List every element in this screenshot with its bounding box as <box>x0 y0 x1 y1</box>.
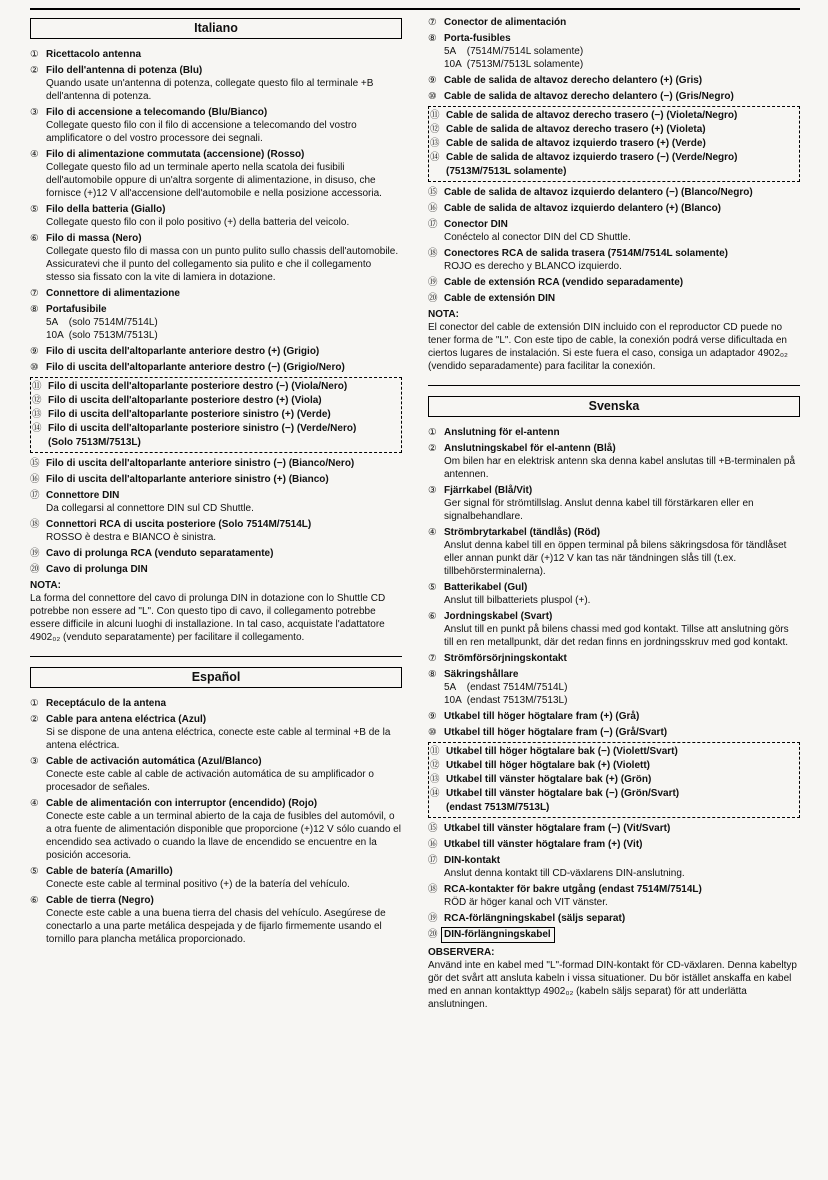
item-number-icon: ⑳ <box>30 564 40 575</box>
item-number-icon: ⑪ <box>430 746 440 757</box>
item-description: Anslut till en punkt på bilens chassi med god kontakt. Tillse att anslutning görs till en ren metallpunkt, där det redan finns en jordningsskruv med god kontakt. <box>444 624 792 648</box>
list-item <box>428 442 800 481</box>
section-header <box>428 396 800 417</box>
item-title: Anslutning för el-antenn <box>444 427 560 438</box>
list-item <box>428 883 800 909</box>
list-item <box>30 489 402 515</box>
list-item <box>428 426 800 439</box>
item-title: Filo di uscita dell'altoparlante anteriore sinistro (+) (Bianco) <box>46 474 329 485</box>
item-number-icon: ② <box>30 65 39 76</box>
item-number-icon: ⑪ <box>32 381 42 392</box>
item-number-icon: ⑲ <box>428 277 438 288</box>
item-number-icon: ① <box>30 698 39 709</box>
item-title: Filo di uscita dell'altoparlante posteriore sinistro (−) (Verde/Nero) <box>48 423 357 434</box>
item-number-icon: ⑫ <box>32 395 42 406</box>
model-specific-group <box>30 377 402 453</box>
item-number-icon: ⑨ <box>428 75 437 86</box>
item-body <box>446 123 796 136</box>
item-description: Si se dispone de una antena eléctrica, conecte este cable al terminal +B de la antena eléctrica. <box>46 727 394 751</box>
item-number-icon: ⑲ <box>30 548 40 559</box>
item-body <box>446 745 796 758</box>
item-number-icon: ② <box>30 714 39 725</box>
item-body <box>46 697 402 710</box>
group-footer: (7513M/7513L solamente) <box>446 166 567 177</box>
item-title: Receptáculo de la antena <box>46 698 167 709</box>
item-title: Batterikabel (Gul) <box>444 582 528 593</box>
item-title: Filo di uscita dell'altoparlante posteriore destro (−) (Viola/Nero) <box>48 381 348 392</box>
item-description: Conecte este cable al terminal positivo (+) de la batería del vehículo. <box>46 879 350 890</box>
item-number-icon: ⑯ <box>428 203 438 214</box>
item-body <box>46 361 402 374</box>
item-body <box>444 710 800 723</box>
list-item <box>30 106 402 145</box>
item-body <box>48 422 398 435</box>
item-number-icon: ⑯ <box>428 839 438 850</box>
item-body <box>444 652 800 665</box>
list-item <box>32 422 398 435</box>
list-item <box>30 518 402 544</box>
list-item <box>428 484 800 523</box>
section-divider <box>30 656 402 657</box>
item-body <box>446 137 796 150</box>
item-title: Conectores RCA de salida trasera (7514M/7514L solamente) <box>444 248 729 259</box>
list-item <box>430 137 796 150</box>
item-number-icon: ⑱ <box>428 884 438 895</box>
item-body <box>444 32 800 71</box>
item-description: 5A (endast 7514M/7514L) <box>444 682 568 693</box>
list-item <box>30 797 402 862</box>
list-item <box>30 563 402 576</box>
list-item <box>428 276 800 289</box>
item-title: Cable de activación automática (Azul/Blanco) <box>46 756 262 767</box>
item-body <box>444 74 800 87</box>
list-item <box>30 547 402 560</box>
item-description: RÖD är höger kanal och VIT vänster. <box>444 897 608 908</box>
list-item <box>428 32 800 71</box>
item-body <box>46 64 402 103</box>
item-number-icon: ⑦ <box>428 653 437 664</box>
item-description: Collegate questo filo con il filo di accensione a telecomando del vostro amplificatore o del vostro processore dei segnali. <box>46 120 360 144</box>
item-number-icon: ④ <box>428 527 437 538</box>
item-number-icon: ③ <box>30 756 39 767</box>
list-item <box>428 247 800 273</box>
group-footer: (endast 7513M/7513L) <box>446 802 550 813</box>
item-body <box>444 526 800 578</box>
list-item <box>30 287 402 300</box>
item-body <box>444 186 800 199</box>
item-title: Filo dell'antenna di potenza (Blu) <box>46 65 203 76</box>
list-item <box>428 90 800 103</box>
item-body <box>46 287 402 300</box>
list-item <box>428 710 800 723</box>
section-title: Svenska <box>588 399 640 413</box>
list-item <box>428 74 800 87</box>
item-title: Cable de extensión DIN <box>444 293 556 304</box>
item-body <box>46 547 402 560</box>
item-title: RCA-förlängningskabel (säljs separat) <box>444 913 626 924</box>
item-description: Anslut denna kabel till en öppen terminal på bilens säkringsdosa för tändlåset eller annan punkt där (+)12 V kan tas när tändningen slås till (t.ex. tillbehörsterminalerna). <box>444 540 790 577</box>
list-item <box>428 912 800 925</box>
list-item <box>30 345 402 358</box>
item-body <box>444 484 800 523</box>
list-item <box>428 854 800 880</box>
item-number-icon: ⑫ <box>430 760 440 771</box>
section-title: Español <box>191 670 241 684</box>
list-item <box>428 822 800 835</box>
item-body <box>446 787 796 800</box>
item-title: Fjärrkabel (Blå/Vit) <box>444 485 533 496</box>
item-title: Cable de salida de altavoz derecho delantero (+) (Gris) <box>444 75 703 86</box>
list-item <box>430 109 796 122</box>
item-number-icon: ③ <box>428 485 437 496</box>
item-description: 5A (solo 7514M/7514L) <box>46 317 158 328</box>
list-item <box>428 928 800 943</box>
list-item <box>30 713 402 752</box>
item-number-icon: ⑮ <box>428 187 438 198</box>
item-description: Conecte este cable al cable de activación automática de su amplificador o procesador de señales. <box>46 769 377 793</box>
item-body <box>444 854 800 880</box>
item-number-icon: ⑱ <box>30 519 40 530</box>
item-body <box>46 489 402 515</box>
list-item <box>30 232 402 284</box>
item-title: Cavo di prolunga RCA (venduto separatamente) <box>46 548 274 559</box>
item-body <box>46 457 402 470</box>
item-body <box>46 755 402 794</box>
item-title: Filo di uscita dell'altoparlante posteriore destro (+) (Viola) <box>48 395 322 406</box>
item-number-icon: ⑯ <box>30 474 40 485</box>
item-number-icon: ⑰ <box>428 855 438 866</box>
item-body <box>444 726 800 739</box>
item-number-icon: ⑧ <box>30 304 39 315</box>
item-title: Cable para antena eléctrica (Azul) <box>46 714 207 725</box>
item-title: Cable de extensión RCA (vendido separadamente) <box>444 277 684 288</box>
list-item <box>428 218 800 244</box>
list-item <box>428 838 800 851</box>
group-footer: (Solo 7513M/7513L) <box>48 437 141 448</box>
item-description: 10A (endast 7513M/7513L) <box>444 695 568 706</box>
item-title: Filo di alimentazione commutata (accensione) (Rosso) <box>46 149 305 160</box>
item-number-icon: ⑳ <box>428 929 438 940</box>
item-title: Cavo di prolunga DIN <box>46 564 148 575</box>
list-item <box>30 203 402 229</box>
item-title: Connettore di alimentazione <box>46 288 180 299</box>
section-header <box>30 18 402 39</box>
item-number-icon: ⑩ <box>428 91 437 102</box>
item-body <box>46 48 402 61</box>
item-number-icon: ⑥ <box>30 233 39 244</box>
list-item <box>30 697 402 710</box>
item-title: Utkabel till vänster högtalare bak (−) (Grön/Svart) <box>446 788 680 799</box>
list-item <box>430 773 796 786</box>
item-title: Cable de salida de altavoz izquierdo delantero (+) (Blanco) <box>444 203 722 214</box>
list-item <box>430 745 796 758</box>
item-title: Anslutningskabel för el-antenn (Blå) <box>444 443 616 454</box>
list-item <box>428 726 800 739</box>
item-title: Jordningskabel (Svart) <box>444 611 553 622</box>
item-body <box>46 797 402 862</box>
item-number-icon: ① <box>428 427 437 438</box>
item-description: 10A (7513M/7513L solamente) <box>444 59 584 70</box>
item-body <box>444 668 800 707</box>
item-number-icon: ③ <box>30 107 39 118</box>
item-number-icon: ⑬ <box>430 138 440 149</box>
item-number-icon: ① <box>30 49 39 60</box>
item-description: Anslut denna kontakt till CD-växlarens DIN-anslutning. <box>444 868 685 879</box>
item-description: 10A (solo 7513M/7513L) <box>46 330 158 341</box>
list-item <box>30 361 402 374</box>
list-item <box>428 526 800 578</box>
item-number-icon: ⑦ <box>428 17 437 28</box>
item-title: Portafusibile <box>46 304 107 315</box>
item-number-icon: ⑫ <box>430 124 440 135</box>
note-block <box>30 579 402 644</box>
item-body <box>446 109 796 122</box>
item-body <box>46 148 402 200</box>
item-title: Filo di massa (Nero) <box>46 233 142 244</box>
item-body <box>444 581 800 607</box>
item-description: Conéctelo al conector DIN del CD Shuttle. <box>444 232 631 243</box>
list-item <box>428 186 800 199</box>
item-number-icon: ⑮ <box>428 823 438 834</box>
item-number-icon: ⑤ <box>30 866 39 877</box>
item-number-icon: ⑥ <box>30 895 39 906</box>
item-title: Cable de alimentación con interruptor (encendido) (Rojo) <box>46 798 318 809</box>
list-item <box>30 64 402 103</box>
item-title: Utkabel till höger högtalare bak (+) (Violett) <box>446 760 651 771</box>
item-body <box>48 394 398 407</box>
item-number-icon: ⑳ <box>428 293 438 304</box>
note-text: La forma del connettore del cavo di prolunga DIN in dotazione con lo Shuttle CD potrebbe non essere ad "L". Con questo tipo di cavo, il collegamento potrebbe essere difficile in alcuni luoghi di installazione. In tal caso, acquistate l'adattatore 4902₀₂ (venduto separatamente) per facilitare il collegamento. <box>30 593 386 643</box>
list-item <box>428 292 800 305</box>
item-number-icon: ⑪ <box>430 110 440 121</box>
item-description: Da collegarsi al connettore DIN sul CD Shuttle. <box>46 503 254 514</box>
item-title: Cable de salida de altavoz derecho delantero (−) (Gris/Negro) <box>444 91 734 102</box>
item-number-icon: ⑭ <box>430 788 440 799</box>
item-description: 5A (7514M/7514L solamente) <box>444 46 584 57</box>
item-title: Utkabel till höger högtalare fram (+) (Grå) <box>444 711 640 722</box>
item-number-icon: ⑲ <box>428 913 438 924</box>
item-title: Porta-fusibles <box>444 33 511 44</box>
item-body <box>444 16 800 29</box>
list-item <box>30 755 402 794</box>
item-title: Cable de salida de altavoz derecho trasero (−) (Violeta/Negro) <box>446 110 738 121</box>
item-title <box>444 928 800 943</box>
item-description: Anslut till bilbatteriets pluspol (+). <box>444 595 591 606</box>
item-title: Utkabel till höger högtalare fram (−) (Grå/Svart) <box>444 727 668 738</box>
item-number-icon: ⑬ <box>430 774 440 785</box>
model-specific-group <box>428 742 800 818</box>
list-item <box>428 610 800 649</box>
item-description: ROSSO è destra e BIANCO è sinistra. <box>46 532 217 543</box>
item-title: Filo di uscita dell'altoparlante anteriore sinistro (−) (Bianco/Nero) <box>46 458 355 469</box>
item-description: Conecte este cable a un terminal abierto de la caja de fusibles del automóvil, o a otra fuente de alimentación disponible que proporcione (+)12 V sólo cuando el encendido sea activado o cuando la llave de encendido se encuentre en la posición accesoria. <box>46 811 404 861</box>
item-title: Cable de tierra (Negro) <box>46 895 154 906</box>
item-body <box>46 518 402 544</box>
item-body <box>46 232 402 284</box>
section-title: Italiano <box>194 21 238 35</box>
item-title: Connettori RCA di uscita posteriore (Solo 7514M/7514L) <box>46 519 312 530</box>
item-title: Connettore DIN <box>46 490 120 501</box>
item-number-icon: ⑥ <box>428 611 437 622</box>
item-body <box>46 894 402 946</box>
item-description: Om bilen har en elektrisk antenn ska denna kabel anslutas till +B-terminalen på antennen. <box>444 456 798 480</box>
item-title: Utkabel till höger högtalare bak (−) (Violett/Svart) <box>446 746 678 757</box>
right-column <box>428 16 800 1011</box>
list-item <box>32 380 398 393</box>
list-item <box>30 865 402 891</box>
item-description: Ger signal för strömtillslag. Anslut denna kabel till förstärkaren eller en signalbehandlare. <box>444 498 757 522</box>
list-item <box>30 457 402 470</box>
list-item <box>430 151 796 164</box>
item-body <box>444 822 800 835</box>
list-item <box>32 408 398 421</box>
item-number-icon: ⑰ <box>30 490 40 501</box>
item-number-icon: ⑤ <box>428 582 437 593</box>
item-title: Säkringshållare <box>444 669 519 680</box>
list-item <box>30 148 402 200</box>
item-title: Cable de batería (Amarillo) <box>46 866 173 877</box>
item-body <box>46 563 402 576</box>
item-body <box>444 912 800 925</box>
item-number-icon: ② <box>428 443 437 454</box>
item-body <box>446 759 796 772</box>
item-number-icon: ⑭ <box>430 152 440 163</box>
item-title: Strömbrytarkabel (tändlås) (Röd) <box>444 527 601 538</box>
list-item <box>430 123 796 136</box>
item-number-icon: ⑦ <box>30 288 39 299</box>
section-divider <box>428 385 800 386</box>
item-title: DIN-kontakt <box>444 855 501 866</box>
left-column <box>30 16 402 1011</box>
item-body <box>444 247 800 273</box>
item-body <box>444 442 800 481</box>
item-title: Cable de salida de altavoz izquierdo trasero (+) (Verde) <box>446 138 706 149</box>
item-description: Collegate questo filo con il polo positivo (+) della batteria del veicolo. <box>46 217 350 228</box>
item-body <box>446 773 796 786</box>
highlighted-item-title: DIN-förlängningskabel <box>441 927 555 943</box>
page-top-rule <box>30 8 800 10</box>
item-number-icon: ⑧ <box>428 669 437 680</box>
list-item <box>430 759 796 772</box>
note-block <box>428 308 800 373</box>
item-title: Utkabel till vänster högtalare fram (−) (Vit/Svart) <box>444 823 671 834</box>
item-body <box>48 408 398 421</box>
two-column-layout <box>30 16 800 1011</box>
item-title: Filo di accensione a telecomando (Blu/Bianco) <box>46 107 268 118</box>
item-body <box>46 865 402 891</box>
note-label: NOTA: <box>30 580 61 591</box>
item-body <box>444 838 800 851</box>
item-body <box>46 303 402 342</box>
list-item <box>32 394 398 407</box>
item-number-icon: ⑨ <box>30 346 39 357</box>
item-title: Filo di uscita dell'altoparlante anteriore destro (+) (Grigio) <box>46 346 320 357</box>
item-title: Conector DIN <box>444 219 508 230</box>
item-title: Filo di uscita dell'altoparlante anteriore destro (−) (Grigio/Nero) <box>46 362 345 373</box>
list-item <box>30 894 402 946</box>
item-title: Cable de salida de altavoz izquierdo delantero (−) (Blanco/Negro) <box>444 187 753 198</box>
item-body <box>46 345 402 358</box>
item-body <box>46 713 402 752</box>
item-title: Filo della batteria (Giallo) <box>46 204 166 215</box>
item-number-icon: ⑬ <box>32 409 42 420</box>
item-title: Ricettacolo antenna <box>46 49 142 60</box>
list-item <box>30 473 402 486</box>
item-description: Quando usate un'antenna di potenza, collegate questo filo al terminale +B dell'antenna di potenza. <box>46 78 377 102</box>
item-number-icon: ⑨ <box>428 711 437 722</box>
list-item <box>428 16 800 29</box>
item-body <box>444 276 800 289</box>
model-specific-group <box>428 106 800 182</box>
item-body <box>444 292 800 305</box>
item-number-icon: ④ <box>30 798 39 809</box>
item-number-icon: ④ <box>30 149 39 160</box>
list-item <box>428 581 800 607</box>
note-text: El conector del cable de extensión DIN incluido con el reproductor CD puede no tener forma de "L". Con este tipo de cable, la conexión podrá verse dificultada en ciertos lugares de instalación. Si este fuera el caso, consiga un adaptador 4902₀₂ (vendido separadamente) para facilitar la conexión. <box>428 322 788 372</box>
item-body <box>46 203 402 229</box>
list-item <box>430 787 796 800</box>
item-body <box>446 151 796 164</box>
item-description: Conecte este cable a una buena tierra del chasis del vehículo. Asegúrese de conectarlo a una parte metálica despejada y de fijarlo firmemente usando el tornillo para plancha metálica proporcionado. <box>46 908 389 945</box>
item-number-icon: ⑧ <box>428 33 437 44</box>
item-title: Utkabel till vänster högtalare bak (+) (Grön) <box>446 774 652 785</box>
item-title: Cable de salida de altavoz derecho trasero (+) (Violeta) <box>446 124 706 135</box>
item-number-icon: ⑱ <box>428 248 438 259</box>
list-item <box>428 668 800 707</box>
item-number-icon: ⑤ <box>30 204 39 215</box>
item-number-icon: ⑮ <box>30 458 40 469</box>
item-body <box>48 380 398 393</box>
item-description: Collegate questo filo ad un terminale aperto nella scatola dei fusibili dell'automobile oppure di un'altra sorgente di alimentazione, in disuso, che fornisce (+)12 V all'accensione dell'automobile e nella posizione accessoria. <box>46 162 382 199</box>
note-label: NOTA: <box>428 309 459 320</box>
item-body <box>444 202 800 215</box>
item-body <box>46 473 402 486</box>
list-item <box>428 652 800 665</box>
item-title: Utkabel till vänster högtalare fram (+) (Vit) <box>444 839 643 850</box>
item-body <box>46 106 402 145</box>
list-item <box>30 48 402 61</box>
item-body <box>444 426 800 439</box>
note-block <box>428 946 800 1011</box>
item-number-icon: ⑩ <box>428 727 437 738</box>
list-item <box>428 202 800 215</box>
item-title: Conector de alimentación <box>444 17 567 28</box>
item-body <box>444 928 800 943</box>
item-body <box>444 218 800 244</box>
item-body <box>444 90 800 103</box>
section-header <box>30 667 402 688</box>
item-description: Collegate questo filo di massa con un punto pulito sullo chassis dell'automobile. Assicuratevi che il punto del collegamento sia pulito e che il collegamento stesso sia fissato con la vite di lamiera in dotazione. <box>46 246 401 283</box>
item-body <box>444 610 800 649</box>
item-body <box>444 883 800 909</box>
note-label: OBSERVERA: <box>428 947 495 958</box>
item-title: RCA-kontakter för bakre utgång (endast 7514M/7514L) <box>444 884 702 895</box>
item-title: Filo di uscita dell'altoparlante posteriore sinistro (+) (Verde) <box>48 409 331 420</box>
item-number-icon: ⑭ <box>32 423 42 434</box>
list-item <box>30 303 402 342</box>
note-text: Använd inte en kabel med "L"-formad DIN-kontakt för CD-växlaren. Denna kabeltyp gör det svårt att ansluta kabeln i vissa situationer. Du bör istället anskaffa en kabel med en annan kontakttyp 4902₀₂ (kabeln säljs separat) för att underlätta anslutningen. <box>428 960 797 1010</box>
item-number-icon: ⑩ <box>30 362 39 373</box>
item-number-icon: ⑰ <box>428 219 438 230</box>
item-title: Strömförsörjningskontakt <box>444 653 567 664</box>
item-description: ROJO es derecho y BLANCO izquierdo. <box>444 261 622 272</box>
item-title: Cable de salida de altavoz izquierdo trasero (−) (Verde/Negro) <box>446 152 738 163</box>
